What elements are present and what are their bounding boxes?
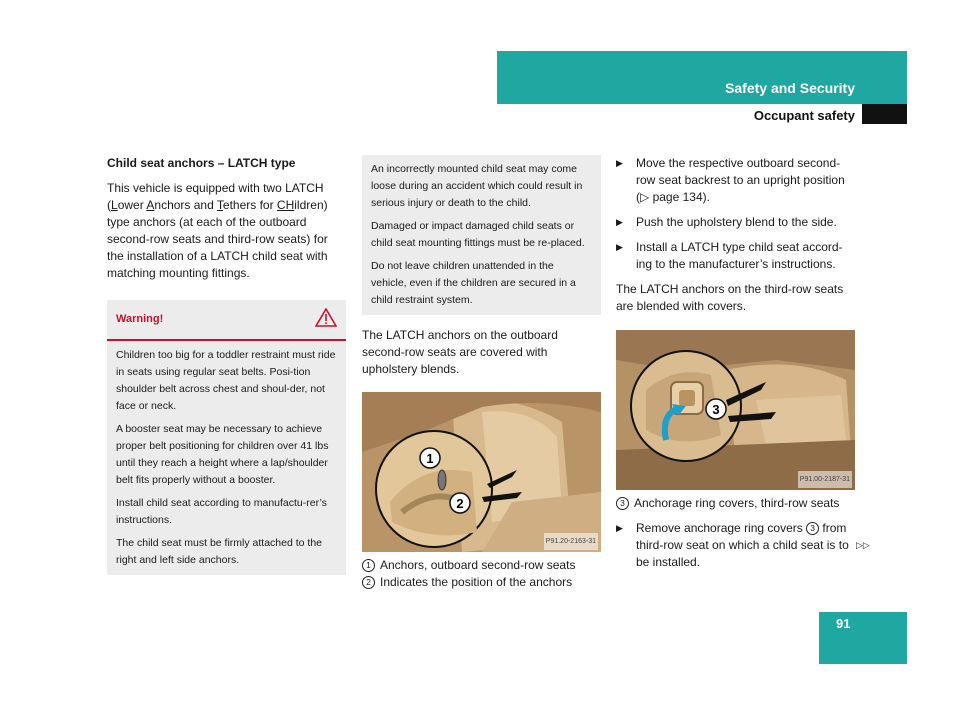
note-paragraph: An incorrectly mounted child seat may come loose during an accident which could result in serious injury or death to the child. [371, 163, 583, 209]
caption-text: Indicates the position of the anchors [380, 575, 573, 589]
caption-text: Anchors, outboard second-row seats [380, 558, 576, 572]
instruction-step: ▶ Move the respective outboard second-row seat backrest to an upright position (▷ page 134). [616, 156, 845, 204]
subsection-title: Occupant safety [753, 108, 855, 123]
warning-paragraph: The child seat must be firmly attached to the right and left side anchors. [116, 537, 323, 566]
callout-number: 1 [362, 559, 375, 572]
caption-text: Anchorage ring covers, third-row seats [634, 496, 840, 510]
warning-paragraph: Install child seat according to manufactu-rer’s instructions. [116, 497, 327, 526]
page-number-box [819, 612, 907, 664]
figure-caption [616, 495, 856, 512]
second-row-seat-figure [362, 392, 601, 552]
figure-label-3: 3 [712, 402, 720, 417]
step-arrow-icon: ▶ [616, 217, 623, 227]
continued-marker: ▷▷ [856, 540, 870, 550]
section-heading: Child seat anchors – LATCH type [107, 156, 296, 170]
instruction-step: ▶ Install a LATCH type child seat accord-ing to the manufacturer’s instructions. [616, 240, 843, 271]
figure-code: P91.00-2187-31 [798, 471, 852, 488]
body-paragraph: The LATCH anchors on the outboard second-row seats are covered with upholstery blends. [362, 328, 558, 376]
warning-paragraph: A booster seat may be necessary to achieve proper belt positioning for children over 41 lbs until they reach a height where a lap/shoulder belt fits properly without a booster. [116, 423, 329, 486]
callout-number: 3 [806, 522, 819, 535]
section-title: Safety and Security [725, 80, 855, 96]
caution-note [362, 155, 601, 315]
note-paragraph: Damaged or impact damaged child seats or child seat mounting fittings must be re-placed. [371, 220, 585, 249]
figure-code: P91.20-2163-31 [544, 533, 598, 550]
callout-number: 2 [362, 576, 375, 589]
page-reference-link[interactable]: ▷ page 134 [640, 190, 703, 204]
instruction-step: ▶ Push the upholstery blend to the side. [616, 215, 837, 229]
third-row-seat-figure [616, 330, 855, 490]
figure-label-1: 1 [426, 451, 434, 466]
column-3 [616, 155, 856, 579]
warning-header [107, 300, 346, 341]
column-2 [362, 155, 601, 591]
figure-caption [362, 557, 601, 574]
note-paragraph: Do not leave children unattended in the vehicle, even if the children are secured in a child restraint system. [371, 260, 576, 306]
step-arrow-icon: ▶ [616, 158, 623, 168]
warning-triangle-icon [315, 308, 337, 332]
column-1 [107, 155, 346, 575]
figure-caption [362, 574, 601, 591]
instruction-step: ▶ Remove anchorage ring covers 3 from third-row seat on which a child seat is to be installed. [616, 521, 849, 569]
page-number: 91 [836, 616, 851, 631]
subsection-marker [862, 104, 907, 124]
intro-paragraph: This vehicle is equipped with two LATCH (Lower Anchors and Tethers for CHildren) type anchors (at each of the outboard second-row seats and third-row seats) for the installation of a LATCH child seat with matching mounting fittings. [107, 181, 328, 280]
warning-box [107, 300, 346, 575]
warning-body [107, 341, 346, 575]
warning-paragraph: Children too big for a toddler restraint must ride in seats using regular seat belts. Posi-tion shoulder belt across chest and shoul-der, not face or neck. [116, 349, 336, 412]
header-bar [497, 51, 907, 104]
step-arrow-icon: ▶ [616, 242, 623, 252]
callout-number: 3 [616, 497, 629, 510]
warning-title: Warning! [116, 313, 164, 325]
body-paragraph: The LATCH anchors on the third-row seats are blended with covers. [616, 282, 844, 313]
figure-label-2: 2 [456, 496, 464, 511]
step-arrow-icon: ▶ [616, 523, 623, 533]
